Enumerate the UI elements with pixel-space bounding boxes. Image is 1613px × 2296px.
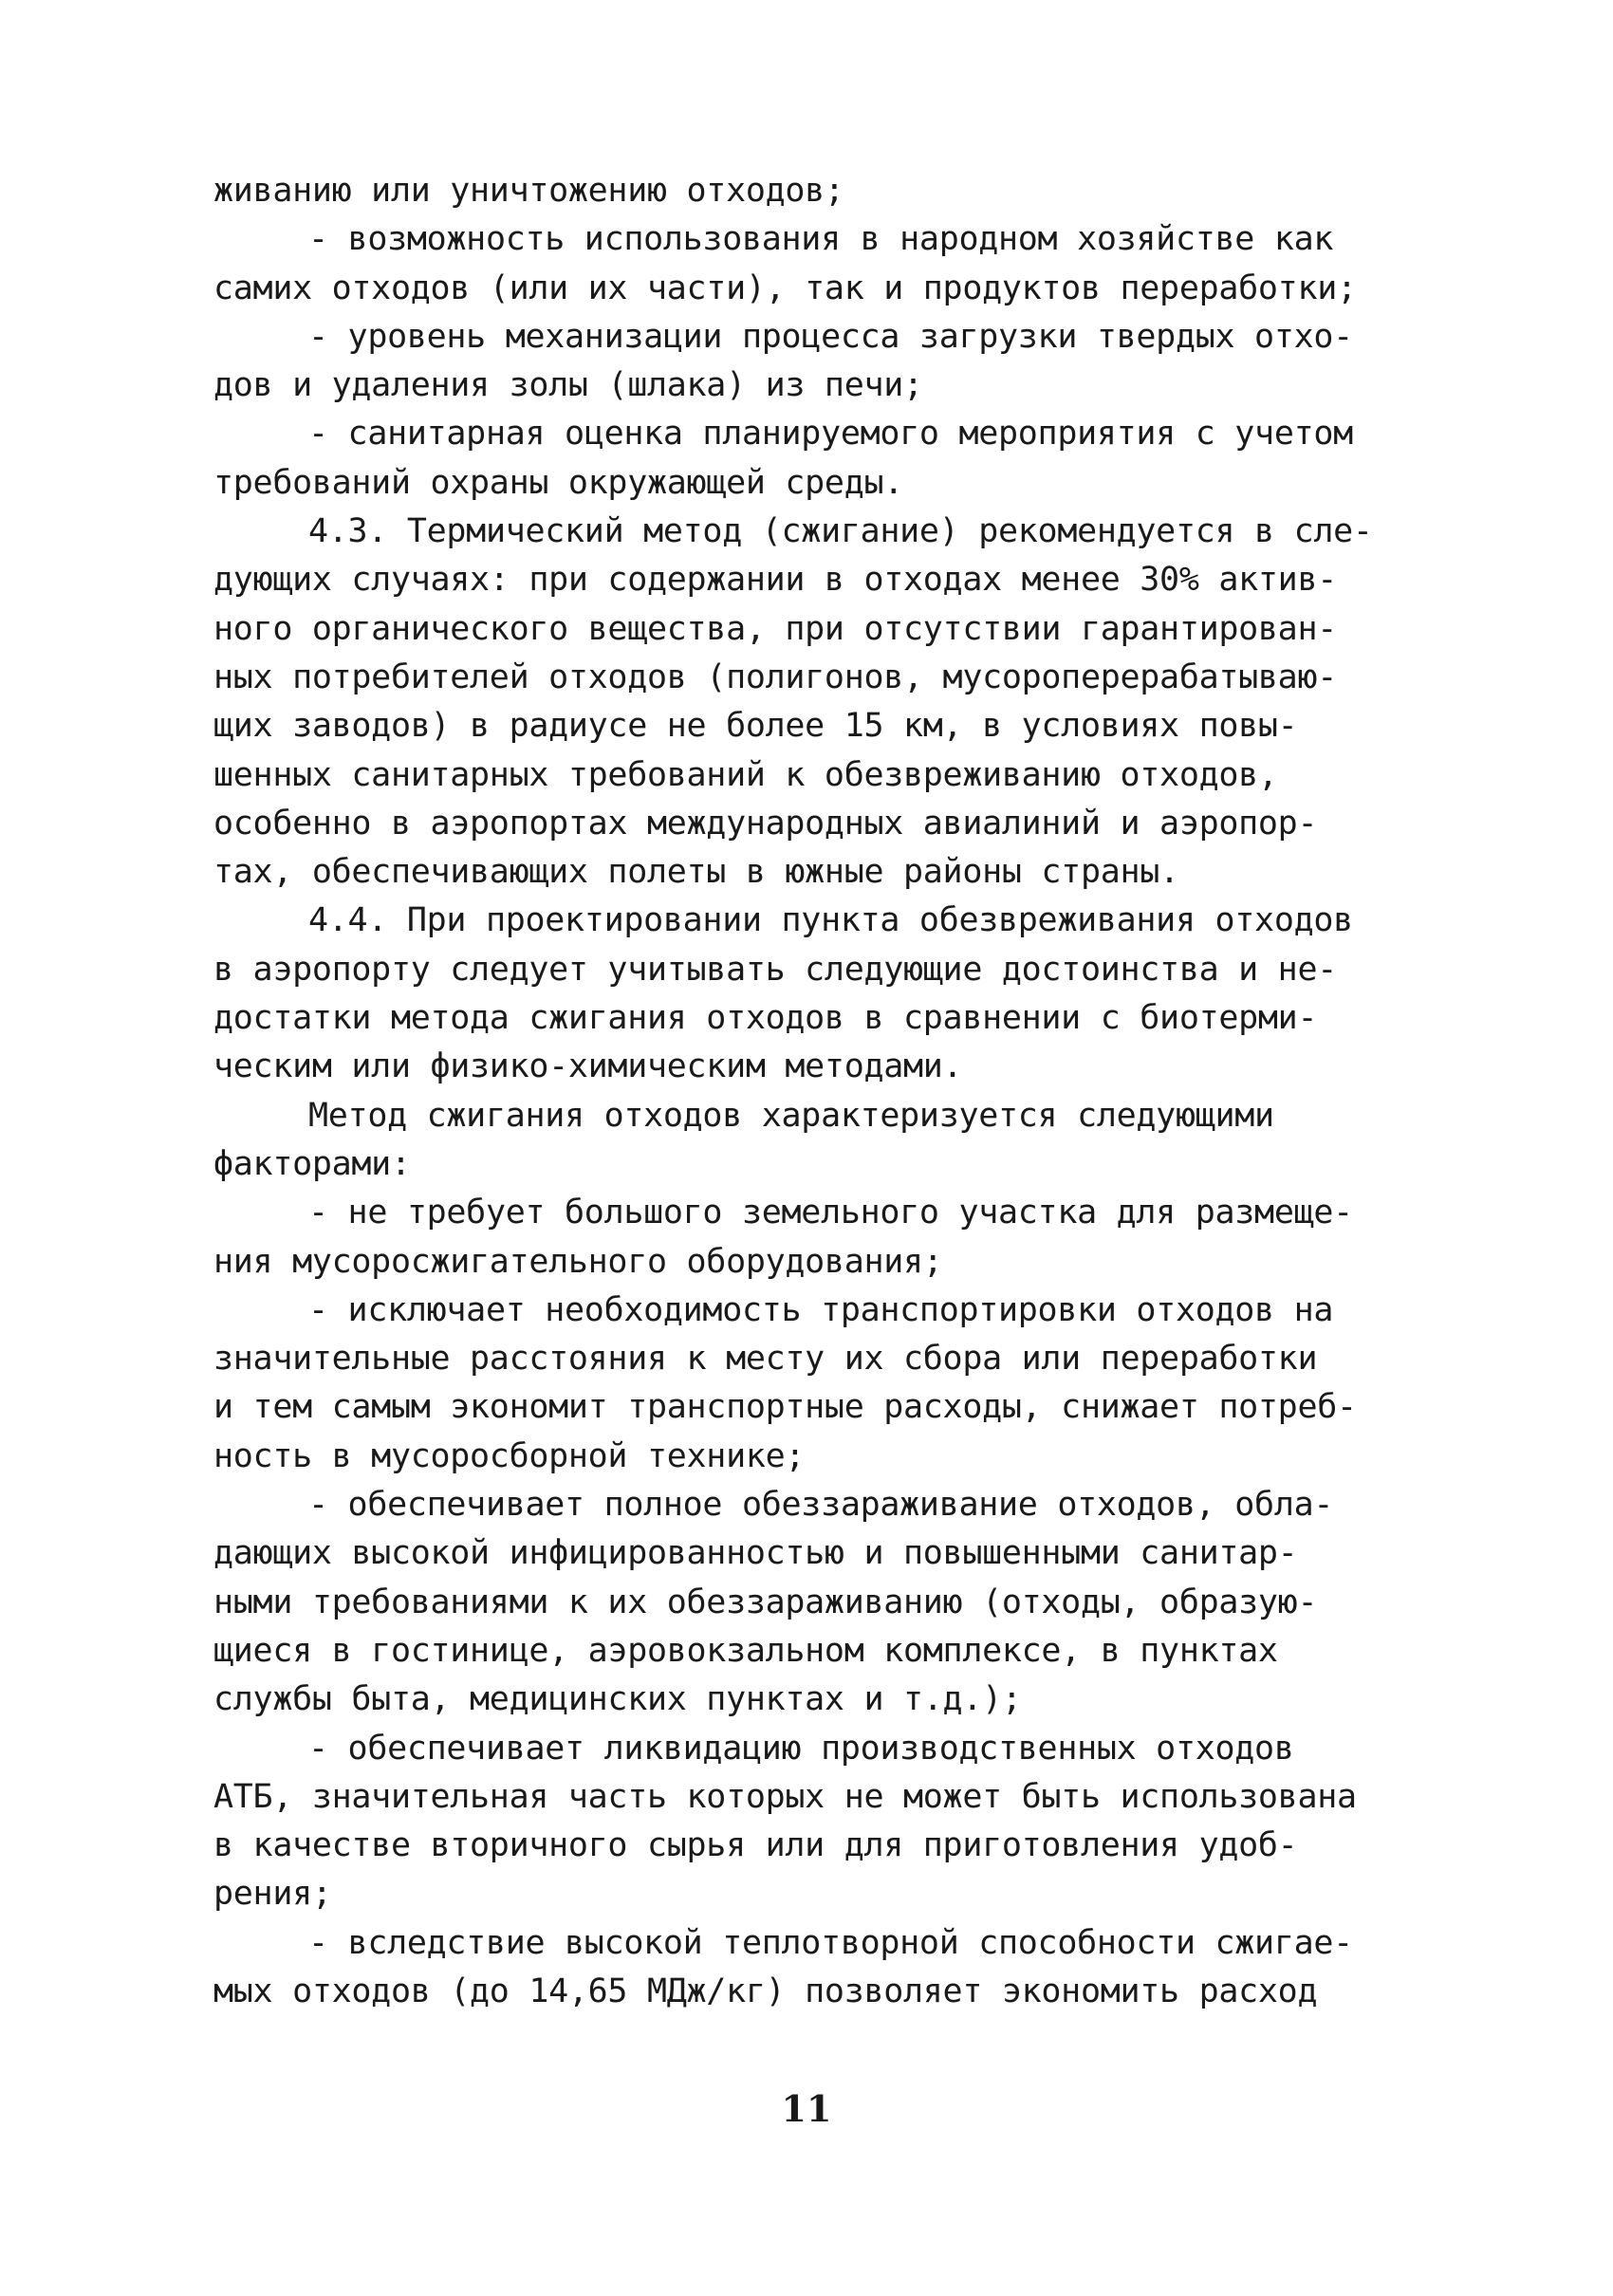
text-line: в аэропорту следует учитывать следующие достоинства и не- <box>213 950 1337 989</box>
text-line: - исключает необходимость транспортировки отходов на <box>308 1290 1334 1329</box>
body-text <box>213 167 1409 2016</box>
text-line: самих отходов (или их части), так и продуктов переработки; <box>213 268 1357 307</box>
text-line: 4.4. При проектировании пункта обезвреживания отходов <box>308 901 1353 940</box>
text-line: службы быта, медицинских пунктах и т.д.); <box>213 1680 1022 1719</box>
text-line: АТБ, значительная часть которых не может быть использована <box>213 1777 1357 1816</box>
text-line: тах, обеспечивающих полеты в южные районы страны. <box>213 853 1179 892</box>
text-line: ния мусоросжигательного оборудования; <box>213 1242 943 1281</box>
text-line: ного органического вещества, при отсутствии гарантирован- <box>213 609 1337 648</box>
text-line: - возможность использования в народном хозяйстве как <box>308 220 1334 259</box>
text-line: шенных санитарных требований к обезвреживанию отходов, <box>213 755 1278 794</box>
text-line: достатки метода сжигания отходов в сравнении с биотерми- <box>213 999 1318 1038</box>
page-number: 11 <box>781 2087 832 2130</box>
text-line: - санитарная оценка планируемого мероприятия с учетом <box>308 415 1353 454</box>
text-line: живанию или уничтожению отходов; <box>213 172 844 210</box>
text-line: щих заводов) в радиусе не более 15 км, в условиях повы- <box>213 707 1298 746</box>
text-line: ность в мусоросборной технике; <box>213 1436 806 1475</box>
text-line: факторами: <box>213 1144 411 1183</box>
text-line: мых отходов (до 14,65 МДж/кг) позволяет экономить расход <box>213 1972 1318 2010</box>
text-line: - обеспечивает полное обеззараживание отходов, обла- <box>308 1486 1334 1525</box>
text-line: - вследствие высокой теплотворной способности сжигае- <box>308 1923 1353 1962</box>
text-line: дов и удаления золы (шлака) из печи; <box>213 366 923 405</box>
text-line: особенно в аэропортах международных авиалиний и аэропор- <box>213 804 1318 842</box>
text-line: ческим или физико-химическим методами. <box>213 1047 963 1086</box>
text-line: - уровень механизации процесса загрузки твердых отхо- <box>308 317 1353 356</box>
text-line: рения; <box>213 1875 332 1914</box>
text-line: - обеспечивает ликвидацию производственных отходов <box>308 1729 1294 1768</box>
text-line: дующих случаях: при содержании в отходах менее 30% актив- <box>213 561 1337 600</box>
text-line: в качестве вторичного сырья или для приготовления удоб- <box>213 1826 1298 1865</box>
text-line: требований охраны окружающей среды. <box>213 463 904 502</box>
text-line: Метод сжигания отходов характеризуется следующими <box>308 1096 1274 1135</box>
text-line: дающих высокой инфицированностью и повышенными санитар- <box>213 1534 1298 1573</box>
text-line: щиеся в гостинице, аэровокзальном комплексе, в пунктах <box>213 1631 1278 1670</box>
text-line: и тем самым экономит транспортные расходы, снижает потреб- <box>213 1388 1357 1427</box>
text-line: ных потребителей отходов (полигонов, мусороперерабатываю- <box>213 657 1337 696</box>
text-line: значительные расстояния к месту их сбора или переработки <box>213 1340 1318 1379</box>
text-line: ными требованиями к их обеззараживанию (отходы, образую- <box>213 1583 1318 1621</box>
text-line: - не требует большого земельного участка для размеще- <box>308 1194 1353 1232</box>
text-line: 4.3. Термический метод (сжигание) рекомендуется в сле- <box>308 512 1373 551</box>
